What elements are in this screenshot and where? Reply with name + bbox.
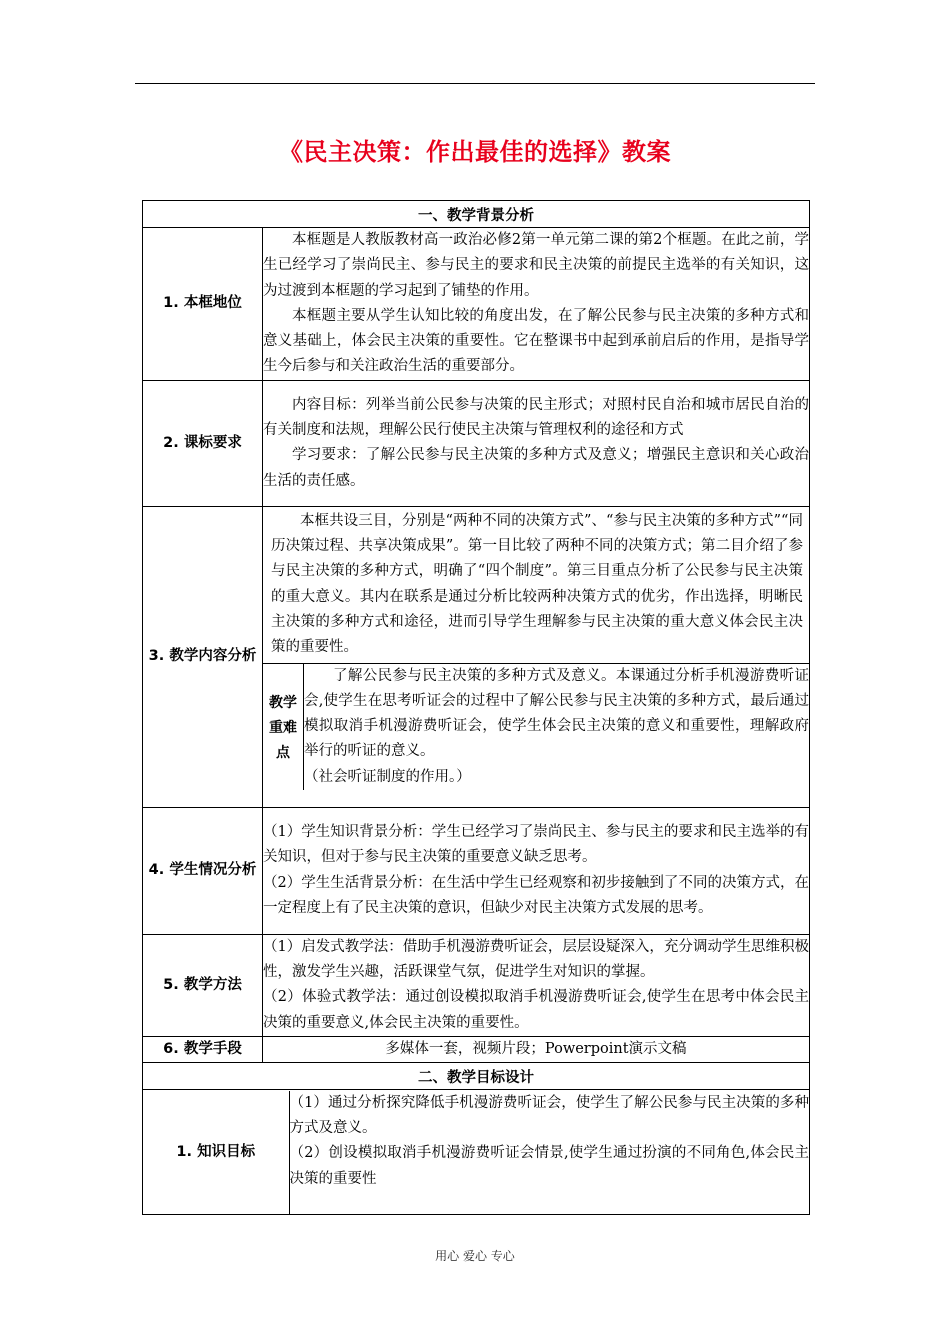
paragraph: 本框共设三目，分别是“两种不同的决策方式”、“参与民主决策的多种方式”“同历决策过程、共享决策成果”。第一目比较了两种不同的决策方式；第二目介绍了参与民主决策的多种方式，明确了“四个制度”。第三目重点分析了公民参与民主决策的重大意义。其内在联系是通过分析比较两种决策方式的优劣，作出选择，明晰民主决策的多种方式和途径，进而引导学生理解参与民主决策的重大意义体会民主决策的重要性。 [271, 512, 803, 656]
page-footer: 用心 爱心 专心 [435, 1249, 515, 1263]
label-content-analysis: 3. 教学内容分析 [143, 506, 263, 807]
paragraph: 本框题是人教版教材高一政治必修2第一单元第二课的第2个框题。在此之前，学生已经学习了崇尚民主、参与民主的要求和民主决策的前提民主选举的有关知识，这为过渡到本框题的学习起到了铺垫的作用。 [263, 232, 809, 299]
row-student-analysis [143, 807, 810, 934]
label-student-analysis: 4. 学生情况分析 [143, 807, 263, 934]
paragraph: （1）启发式教学法：借助手机漫游费听证会，层层设疑深入，充分调动学生思维积极性，激发学生兴趣，活跃课堂气氛，促进学生对知识的掌握。 [263, 938, 809, 981]
content-framework-position [263, 228, 810, 381]
content-curriculum-requirements [263, 380, 810, 506]
label-teaching-means: 6. 教学手段 [143, 1036, 263, 1062]
content-key-difficult-points [304, 664, 810, 790]
paragraph: （2）创设模拟取消手机漫游费听证会情景,使学生通过扮演的不同角色,体会民主决策的重要性 [289, 1145, 809, 1187]
paragraph: （2）体验式教学法：通过创设模拟取消手机漫游费听证会,使学生在思考中体会民主决策的重要意义,体会民主决策的重要性。 [263, 989, 809, 1031]
paragraph: 本框题主要从学生认知比较的角度出发，在了解公民参与民主决策的多种方式和意义基础上，体会民主决策的重要性。它在整课书中起到承前启后的作用，是指导学生今后参与和关注政治生活的重要部分。 [263, 307, 809, 375]
content-knowledge-goals [289, 1091, 809, 1214]
row-curriculum-requirements [143, 380, 810, 506]
paragraph: 了解公民参与民主决策的多种方式及意义。本课通过分析手机漫游费听证会,使学生在思考听证会的过程中了解公民参与民主决策的多种方式，最后通过模拟取消手机漫游费听证会，使学生体会民主决策的意义和重要性，理解政府举行的听证的意义。 [304, 667, 809, 760]
header-rule [135, 83, 815, 84]
content-analysis-text [263, 507, 809, 664]
content-analysis-cell [263, 506, 810, 807]
label-key-difficult-points: 教学重难点 [263, 664, 304, 790]
section1-header-row [143, 201, 810, 228]
document-title: 《民主决策：作出最佳的选择》教案 [279, 138, 671, 166]
row-teaching-methods [143, 934, 810, 1036]
section2-header-row [143, 1063, 810, 1090]
paragraph: （2）学生生活背景分析：在生活中学生已经观察和初步接触到了不同的决策方式，在一定程度上有了民主决策的意识，但缺少对民主决策方式发展的思考。 [263, 874, 809, 917]
section2-heading: 二、教学目标设计 [143, 1063, 810, 1090]
paragraph: （1）通过分析探究降低手机漫游费听证会，使学生了解公民参与民主决策的多种方式及意义。 [289, 1094, 809, 1137]
label-teaching-methods: 5. 教学方法 [143, 934, 263, 1036]
paragraph: 内容目标：列举当前公民参与决策的民主形式；对照村民自治和城市居民自治的有关制度和法规，理解公民行使民主决策与管理权利的途径和方式 [263, 396, 809, 438]
label-curriculum-requirements: 2. 课标要求 [143, 380, 263, 506]
paragraph: 学习要求：了解公民参与民主决策的多种方式及意义；增强民主意识和关心政治生活的责任感。 [263, 447, 809, 489]
row-teaching-means [143, 1036, 810, 1062]
section1-heading: 一、教学背景分析 [143, 201, 810, 228]
lesson-plan-table [142, 200, 810, 1215]
row-framework-position [143, 228, 810, 381]
knowledge-goals-table [143, 1091, 809, 1214]
knowledge-goals-cell [143, 1090, 810, 1215]
row-content-analysis [143, 506, 810, 807]
label-knowledge-goals: 1. 知识目标 [143, 1091, 289, 1214]
label-framework-position: 1. 本框地位 [143, 228, 263, 381]
content-student-analysis [263, 807, 810, 934]
paragraph: （1）学生知识背景分析：学生已经学习了崇尚民主、参与民主的要求和民主选举的有关知识，但对于参与民主决策的重要意义缺乏思考。 [263, 824, 809, 866]
key-difficult-points [263, 664, 809, 790]
content-teaching-means: 多媒体一套，视频片段；Powerpoint演示文稿 [263, 1036, 810, 1062]
content-teaching-methods [263, 934, 810, 1036]
paragraph-note: （社会听证制度的作用。） [304, 768, 471, 785]
row-knowledge-goals [143, 1090, 810, 1215]
